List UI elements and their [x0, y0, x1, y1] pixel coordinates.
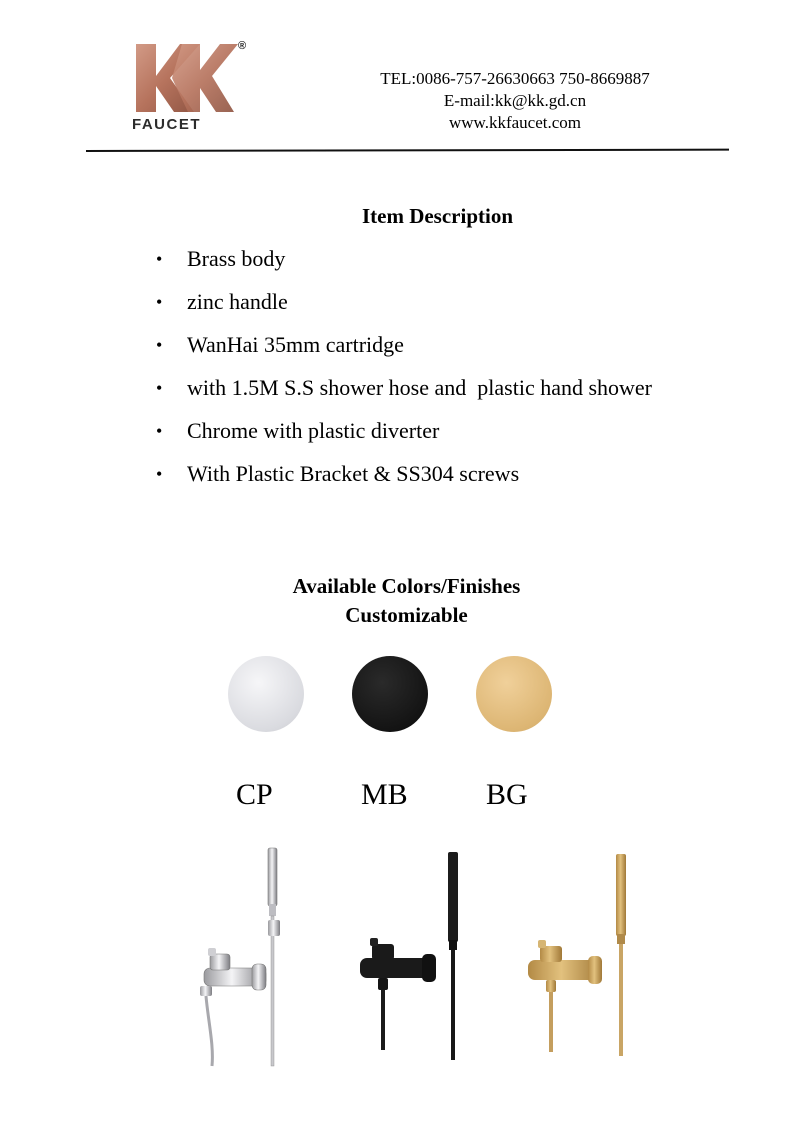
feature-text: with 1.5M S.S shower hose and plastic hand shower [187, 375, 653, 400]
website-url: www.kkfaucet.com [448, 113, 581, 132]
swatch-matte-black [352, 656, 428, 732]
feature-text: With Plastic Bracket & SS304 screws [187, 461, 520, 486]
bullet-icon: • [156, 292, 163, 312]
contact-block [340, 68, 690, 134]
shower-mixer-matte-black-image [352, 840, 472, 1072]
bullet-icon: • [156, 464, 163, 484]
bullet-icon: • [156, 335, 163, 355]
feature-item [156, 330, 652, 373]
kk-faucet-logo [128, 40, 260, 132]
shower-mixer-chrome-image [190, 840, 290, 1072]
bullet-icon: • [156, 378, 163, 398]
finish-code-bg: BG [486, 778, 528, 811]
finishes-title-line1: Available Colors/Finishes [292, 574, 521, 598]
feature-item [156, 459, 652, 502]
finish-code-mb: MB [361, 778, 408, 811]
header-divider [86, 149, 729, 152]
phone-numbers: TEL:0086-757-26630663 750-8669887 [380, 69, 650, 88]
swatch-brushed-gold [476, 656, 552, 732]
feature-text: WanHai 35mm cartridge [187, 332, 404, 357]
feature-item [156, 373, 652, 416]
registered-mark: ® [238, 40, 247, 52]
kk-logo-mark-icon [128, 40, 240, 116]
feature-item [156, 416, 652, 459]
feature-text: Chrome with plastic diverter [187, 418, 440, 443]
logo-wordmark: FAUCET [132, 116, 201, 133]
feature-item [156, 244, 652, 287]
feature-list [156, 244, 652, 502]
email-address: E-mail:kk@kk.gd.cn [443, 91, 587, 110]
feature-text: zinc handle [187, 289, 288, 314]
finish-code-cp: CP [236, 778, 273, 811]
bullet-icon: • [156, 249, 163, 269]
bullet-icon: • [156, 421, 163, 441]
item-description-title: Item Description [361, 204, 514, 228]
finishes-title-line2: Customizable [345, 603, 468, 627]
shower-mixer-brushed-gold-image [520, 840, 640, 1072]
feature-text: Brass body [187, 246, 286, 271]
feature-item [156, 287, 652, 330]
finishes-title [0, 572, 793, 630]
swatch-chrome [228, 656, 304, 732]
